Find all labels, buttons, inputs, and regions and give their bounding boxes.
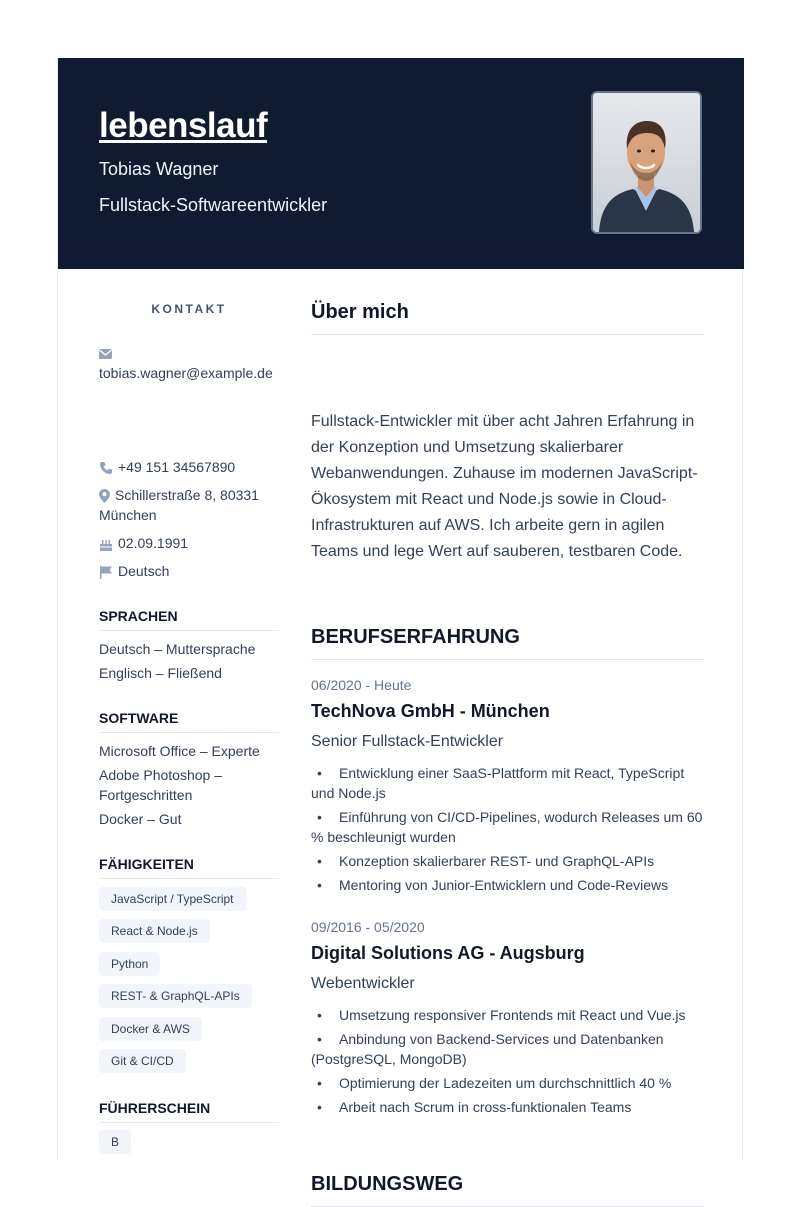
job-bullet: • Arbeit nach Scrum in cross-funktionalen Teams — [311, 1097, 704, 1117]
address-text: Schillerstraße 8, 80331 München — [99, 487, 259, 523]
contact-address — [99, 485, 279, 525]
license-chip: B — [99, 1130, 131, 1154]
job-company: TechNova GmbH - München — [311, 701, 550, 721]
job-bullet: • Mentoring von Junior-Entwicklern und Code-Reviews — [311, 875, 704, 895]
job-bullet: • Einführung von CI/CD-Pipelines, wodurch Releases um 60 % beschleunigt wurden — [311, 807, 704, 847]
document-title: lebenslauf — [99, 106, 268, 145]
job-role: Webentwickler — [311, 975, 415, 992]
software-item: Adobe Photoshop – Fortgeschritten — [99, 767, 222, 803]
skills-heading: FÄHIGKEITEN — [99, 856, 279, 879]
job-bullets — [311, 763, 704, 899]
skill-chip: JavaScript / TypeScript — [99, 887, 246, 911]
job-bullet: • Umsetzung responsiver Frontends mit React und Vue.js — [311, 1005, 704, 1025]
language-item: Deutsch – Muttersprache — [99, 641, 256, 657]
skill-chip: Git & CI/CD — [99, 1049, 186, 1073]
experience-heading: BERUFSERFAHRUNG — [311, 626, 704, 660]
phone-icon — [99, 461, 113, 475]
profile-photo — [591, 91, 702, 234]
language-item: Englisch – Fließend — [99, 665, 222, 681]
about-heading: Über mich — [311, 301, 704, 335]
contact-birthdate — [99, 533, 279, 553]
envelope-icon — [99, 349, 112, 359]
job-date: 09/2016 - 05/2020 — [311, 919, 425, 935]
phone-text: +49 151 34567890 — [118, 459, 236, 475]
job-bullet: • Anbindung von Backend-Services und Datenbanken (PostgreSQL, MongoDB) — [311, 1029, 704, 1069]
job-bullet: • Optimierung der Ladezeiten um durchschnittlich 40 % — [311, 1073, 704, 1093]
languages-heading: SPRACHEN — [99, 608, 279, 631]
software-item: Docker – Gut — [99, 811, 182, 827]
about-text: Fullstack-Entwickler mit über acht Jahren Erfahrung in der Konzeption und Umsetzung skalierbarer Webanwendungen. Zuhause im modernen JavaScript-Ökosystem mit React und Node.js sowie in Cloud-Infrastrukturen auf AWS. Ich arbeite gern in agilen Teams und lege Wert auf sauberen, testbaren Code. — [311, 413, 698, 560]
skill-chip: React & Node.js — [99, 919, 210, 943]
contact-heading: KONTAKT — [151, 302, 227, 316]
flag-icon — [99, 565, 113, 579]
contact-nationality — [99, 561, 279, 581]
resume-page — [57, 58, 743, 1195]
contact-phone[interactable] — [99, 457, 279, 477]
education-heading: BILDUNGSWEG — [311, 1173, 704, 1207]
job-role: Senior Fullstack-Entwickler — [311, 733, 504, 750]
resume-header — [58, 58, 744, 269]
contact-email[interactable] — [99, 343, 279, 383]
job-bullets — [311, 1005, 704, 1121]
person-name: Tobias Wagner — [99, 159, 219, 179]
job-date: 06/2020 - Heute — [311, 677, 412, 693]
email-text: tobias.wagner@example.de — [99, 365, 273, 381]
skill-chip: Docker & AWS — [99, 1017, 202, 1041]
birthdate-text: 02.09.1991 — [118, 535, 189, 551]
birthday-cake-icon — [99, 538, 113, 551]
software-heading: SOFTWARE — [99, 710, 279, 733]
software-item: Microsoft Office – Experte — [99, 743, 260, 759]
skill-chip: REST- & GraphQL-APIs — [99, 984, 252, 1008]
map-pin-icon — [99, 489, 110, 503]
job-bullet: • Konzeption skalierbarer REST- und GraphQL-APIs — [311, 851, 704, 871]
skill-chip: Python — [99, 952, 160, 976]
job-bullet: • Entwicklung einer SaaS-Plattform mit React, TypeScript und Node.js — [311, 763, 704, 803]
person-role: Fullstack-Softwareentwickler — [99, 195, 328, 215]
nationality-text: Deutsch — [118, 563, 170, 579]
job-company: Digital Solutions AG - Augsburg — [311, 943, 585, 963]
license-heading: FÜHRERSCHEIN — [99, 1100, 279, 1123]
